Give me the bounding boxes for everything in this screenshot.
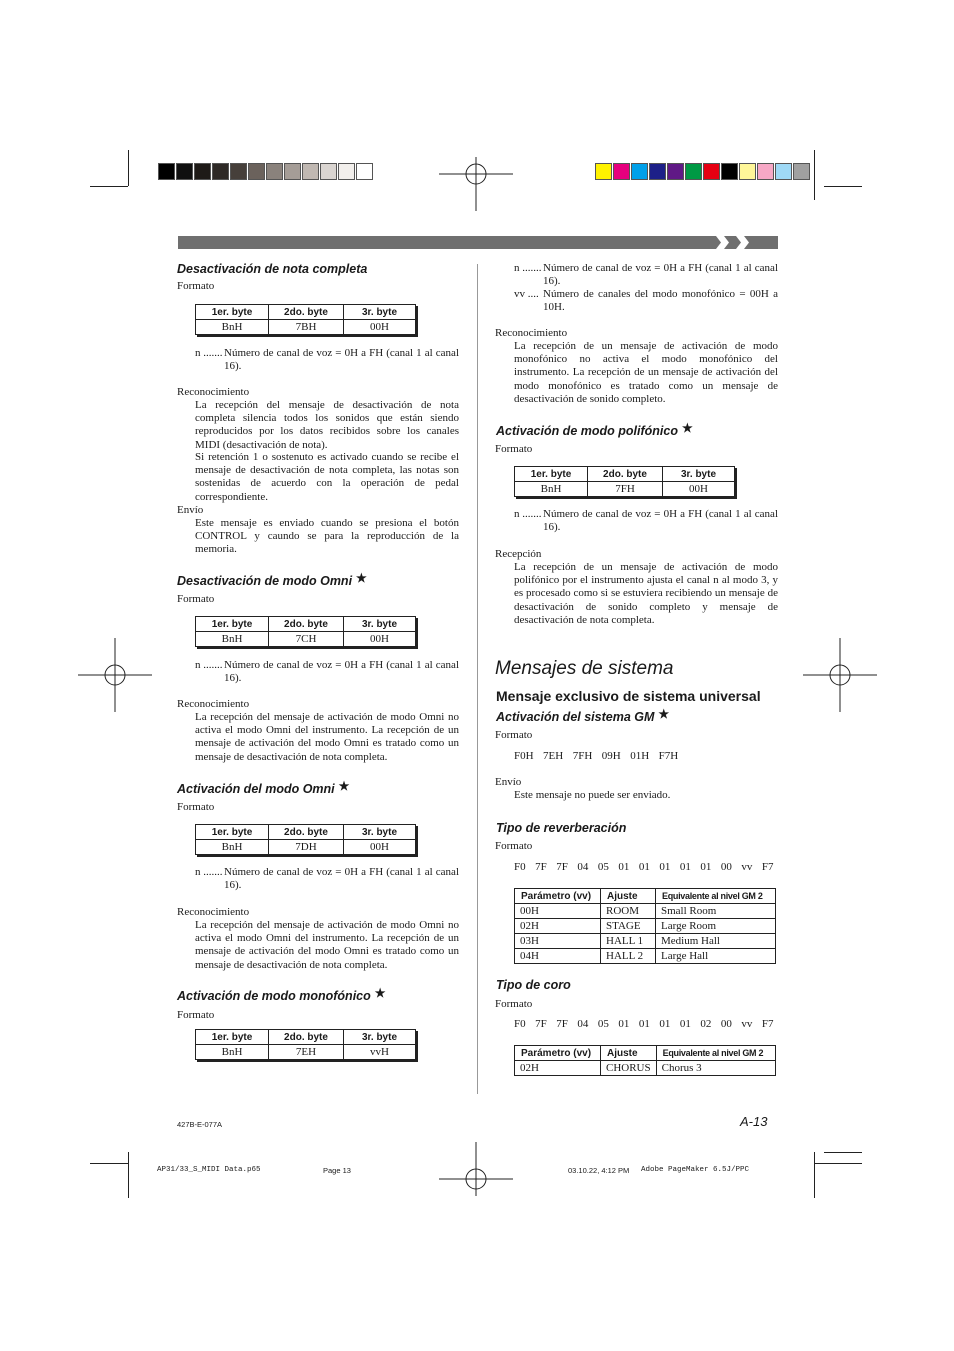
table-cell: Small Room	[656, 904, 776, 919]
format-label: Formato	[495, 443, 533, 455]
star-icon: ★	[658, 707, 670, 721]
note-text: Número de canal de voz = 0H a FH (canal 1 al canal 16).	[224, 659, 459, 685]
note-key: n .......	[514, 508, 542, 520]
color-swatch	[194, 163, 211, 180]
format-label: Formato	[177, 1009, 215, 1021]
registration-mark-icon	[803, 638, 877, 712]
note-key: n .......	[514, 262, 542, 274]
col-header: 2do. byte	[269, 825, 344, 840]
col-header: 3r. byte	[344, 305, 416, 320]
section-heading: Desactivación de nota completa	[177, 262, 368, 276]
byte-sequence: F0H 7EH 7FH 09H 01H F7H	[514, 750, 679, 762]
note-text: Número de canales del modo monofónico = 00H a 10H.	[543, 288, 778, 314]
table-cell: BnH	[196, 632, 269, 647]
col-header: 2do. byte	[269, 617, 344, 632]
color-swatch	[667, 163, 684, 180]
col-header: 3r. byte	[344, 617, 416, 632]
table-cell: BnH	[196, 1045, 269, 1060]
color-swatch	[631, 163, 648, 180]
registration-mark-icon	[78, 638, 152, 712]
send-label: Envío	[495, 776, 522, 788]
section-subtitle: Mensaje exclusivo de sistema universal	[496, 688, 761, 704]
table-cell: 7DH	[269, 840, 344, 855]
col-header: 1er. byte	[196, 1030, 269, 1045]
recognition-label: Reconocimiento	[177, 386, 250, 398]
star-icon: ★	[338, 779, 350, 793]
format-label: Formato	[177, 593, 215, 605]
color-swatch	[338, 163, 355, 180]
reverb-table	[514, 888, 776, 964]
print-date: 03.10.22, 4:12 PM	[568, 1166, 630, 1175]
reception-label: Recepción	[495, 548, 542, 560]
color-swatch	[284, 163, 301, 180]
color-swatch	[793, 163, 810, 180]
col-header: Parámetro (vv)	[515, 1046, 601, 1061]
recognition-text: La recepción del mensaje de activación de modo Omni no activa el modo Omni del instrumento. La recepción de un mensaje de activación del modo Omni es tratado como un mensaje de desactivación de nota completa.	[195, 919, 459, 971]
note-text: Número de canal de voz = 0H a FH (canal 1 al canal 16).	[224, 866, 459, 892]
table-cell: Large Hall	[656, 949, 776, 964]
table-cell: Medium Hall	[656, 934, 776, 949]
table-cell: STAGE	[601, 919, 656, 934]
table-cell: 04H	[515, 949, 601, 964]
note-key: n .......	[195, 659, 223, 671]
heading-text: Activación del modo Omni	[177, 782, 335, 796]
byte-table	[195, 1029, 416, 1060]
color-swatch	[757, 163, 774, 180]
table-cell: 00H	[663, 482, 735, 497]
table-cell: 7EH	[269, 1045, 344, 1060]
col-header: 2do. byte	[588, 467, 663, 482]
color-swatch	[158, 163, 175, 180]
col-header: 1er. byte	[196, 825, 269, 840]
color-swatch	[739, 163, 756, 180]
channel-note	[514, 262, 778, 290]
channel-note	[514, 508, 778, 536]
byte-table	[514, 466, 735, 497]
color-swatch	[595, 163, 612, 180]
color-swatch	[685, 163, 702, 180]
note-key: n .......	[195, 347, 223, 359]
format-label: Formato	[177, 801, 215, 813]
table-row	[515, 904, 776, 919]
section-heading	[496, 707, 670, 724]
send-text: Este mensaje es enviado cuando se presiona el botón CONTROL y caundo se para la reproducción de la memoria.	[195, 517, 459, 556]
col-header: Ajuste	[601, 1046, 657, 1061]
table-cell: 02H	[515, 1061, 601, 1076]
format-label: Formato	[177, 280, 215, 292]
section-heading	[177, 571, 367, 588]
table-row	[515, 919, 776, 934]
col-header: 2do. byte	[269, 305, 344, 320]
col-header: 3r. byte	[344, 825, 416, 840]
table-cell: 7CH	[269, 632, 344, 647]
color-swatch	[248, 163, 265, 180]
table-cell: 00H	[344, 840, 416, 855]
recognition-text: Si retención 1 o sostenuto es activado cuando se recibe el mensaje de desactivación de nota completa, las notas son sostenidas de acuerdo con la operación de pedal correspondiente.	[195, 451, 459, 503]
color-swatch	[320, 163, 337, 180]
table-row	[515, 949, 776, 964]
channel-note	[195, 347, 459, 375]
byte-table	[195, 616, 416, 647]
column-divider	[477, 264, 478, 1094]
recognition-text: La recepción de un mensaje de activación de modo monofónico no activa el modo monofónico del instrumento. La recepción de un mensaje de activación del modo monofónico es tratado como un mensaje de desactivación de sonido completo.	[514, 340, 778, 405]
color-swatch	[302, 163, 319, 180]
channel-note	[195, 866, 459, 894]
color-swatch	[356, 163, 373, 180]
star-icon: ★	[374, 986, 386, 1000]
section-heading	[177, 986, 386, 1003]
recognition-label: Reconocimiento	[177, 698, 250, 710]
byte-table	[195, 824, 416, 855]
color-swatch	[721, 163, 738, 180]
table-cell: 03H	[515, 934, 601, 949]
color-swatch	[703, 163, 720, 180]
table-cell: BnH	[196, 320, 269, 335]
table-cell: vvH	[344, 1045, 416, 1060]
format-label: Formato	[495, 729, 533, 741]
recognition-text: La recepción del mensaje de desactivación de nota completa silencia todos los sonidos que están siendo reproducidos por los datos recibidos sobre los canales MIDI (desactivación de nota).	[195, 399, 459, 451]
table-cell: HALL 1	[601, 934, 656, 949]
color-swatch	[266, 163, 283, 180]
registration-mark-icon	[439, 1142, 513, 1216]
col-header: 1er. byte	[196, 617, 269, 632]
col-header: Parámetro (vv)	[515, 889, 601, 904]
byte-sequence: F0 7F 7F 04 05 01 01 01 01 02 00 vv F7	[514, 1018, 774, 1030]
col-header: 3r. byte	[344, 1030, 416, 1045]
heading-text: Activación de modo polifónico	[496, 424, 678, 438]
col-header: Equivalente al nivel GM 2	[656, 1046, 775, 1061]
document-code: 427B-E-077A	[177, 1120, 223, 1129]
recognition-label: Reconocimiento	[495, 327, 568, 339]
note-key: n .......	[195, 866, 223, 878]
col-header: 1er. byte	[196, 305, 269, 320]
table-cell: BnH	[515, 482, 588, 497]
color-swatch	[649, 163, 666, 180]
send-text: Este mensaje no puede ser enviado.	[514, 789, 671, 801]
section-title: Mensajes de sistema	[495, 658, 674, 679]
channel-note	[195, 659, 459, 687]
table-cell: Large Room	[656, 919, 776, 934]
table-cell: 7FH	[588, 482, 663, 497]
reception-text: La recepción de un mensaje de activación de modo polifónico por el instrumento ajusta el canal n al modo 3, y es procesado como si se estuviera recibiendo un mensaje de desactivación de sonido completo y mensaje de desactivación de nota completa.	[514, 561, 778, 626]
section-heading	[496, 421, 693, 438]
color-swatch	[212, 163, 229, 180]
section-heading: Tipo de coro	[496, 978, 571, 992]
col-header: Equivalente al nivel GM 2	[656, 889, 776, 904]
table-cell: 00H	[515, 904, 601, 919]
col-header: Ajuste	[601, 889, 656, 904]
color-swatch	[613, 163, 630, 180]
page-number: A-13	[740, 1114, 768, 1129]
table-row	[515, 1061, 776, 1076]
section-heading: Tipo de reverberación	[496, 821, 627, 835]
table-cell: Chorus 3	[656, 1061, 775, 1076]
heading-text: Activación del sistema GM	[496, 710, 655, 724]
col-header: 3r. byte	[663, 467, 735, 482]
app-name: Adobe PageMaker 6.5J/PPC	[641, 1166, 750, 1174]
table-cell: HALL 2	[601, 949, 656, 964]
page-label: Page 13	[323, 1166, 351, 1175]
star-icon: ★	[356, 571, 367, 585]
channel-note	[514, 288, 778, 316]
note-key: vv ....	[514, 288, 539, 300]
registration-mark-icon	[439, 137, 513, 211]
byte-sequence: F0 7F 7F 04 05 01 01 01 01 01 00 vv F7	[514, 861, 774, 873]
heading-text: Desactivación de modo Omni	[177, 574, 353, 588]
recognition-text: La recepción del mensaje de activación de modo Omni no activa el modo Omni del instrumento. La recepción de un mensaje de activación del modo Omni es tratado como un mensaje de desactivación de nota completa.	[195, 711, 459, 763]
format-label: Formato	[495, 998, 533, 1010]
table-cell: 02H	[515, 919, 601, 934]
star-icon: ★	[681, 421, 693, 435]
color-swatch	[775, 163, 792, 180]
col-header: 2do. byte	[269, 1030, 344, 1045]
table-cell: CHORUS	[601, 1061, 657, 1076]
note-text: Número de canal de voz = 0H a FH (canal 1 al canal 16).	[543, 262, 778, 288]
format-label: Formato	[495, 840, 533, 852]
color-swatch	[176, 163, 193, 180]
table-cell: BnH	[196, 840, 269, 855]
recognition-label: Reconocimiento	[177, 906, 250, 918]
note-text: Número de canal de voz = 0H a FH (canal 1 al canal 16).	[224, 347, 459, 373]
heading-text: Activación de modo monofónico	[177, 989, 371, 1003]
byte-table	[195, 304, 416, 335]
table-cell: 7BH	[269, 320, 344, 335]
table-cell: 00H	[344, 320, 416, 335]
color-swatch	[230, 163, 247, 180]
table-row	[515, 934, 776, 949]
file-name: AP31/33_S_MIDI Data.p65	[157, 1166, 261, 1174]
col-header: 1er. byte	[515, 467, 588, 482]
chorus-table	[514, 1045, 776, 1076]
send-label: Envío	[177, 504, 204, 516]
note-text: Número de canal de voz = 0H a FH (canal 1 al canal 16).	[543, 508, 778, 534]
header-bar	[178, 236, 778, 249]
table-cell: ROOM	[601, 904, 656, 919]
section-heading	[177, 779, 350, 796]
table-cell: 00H	[344, 632, 416, 647]
